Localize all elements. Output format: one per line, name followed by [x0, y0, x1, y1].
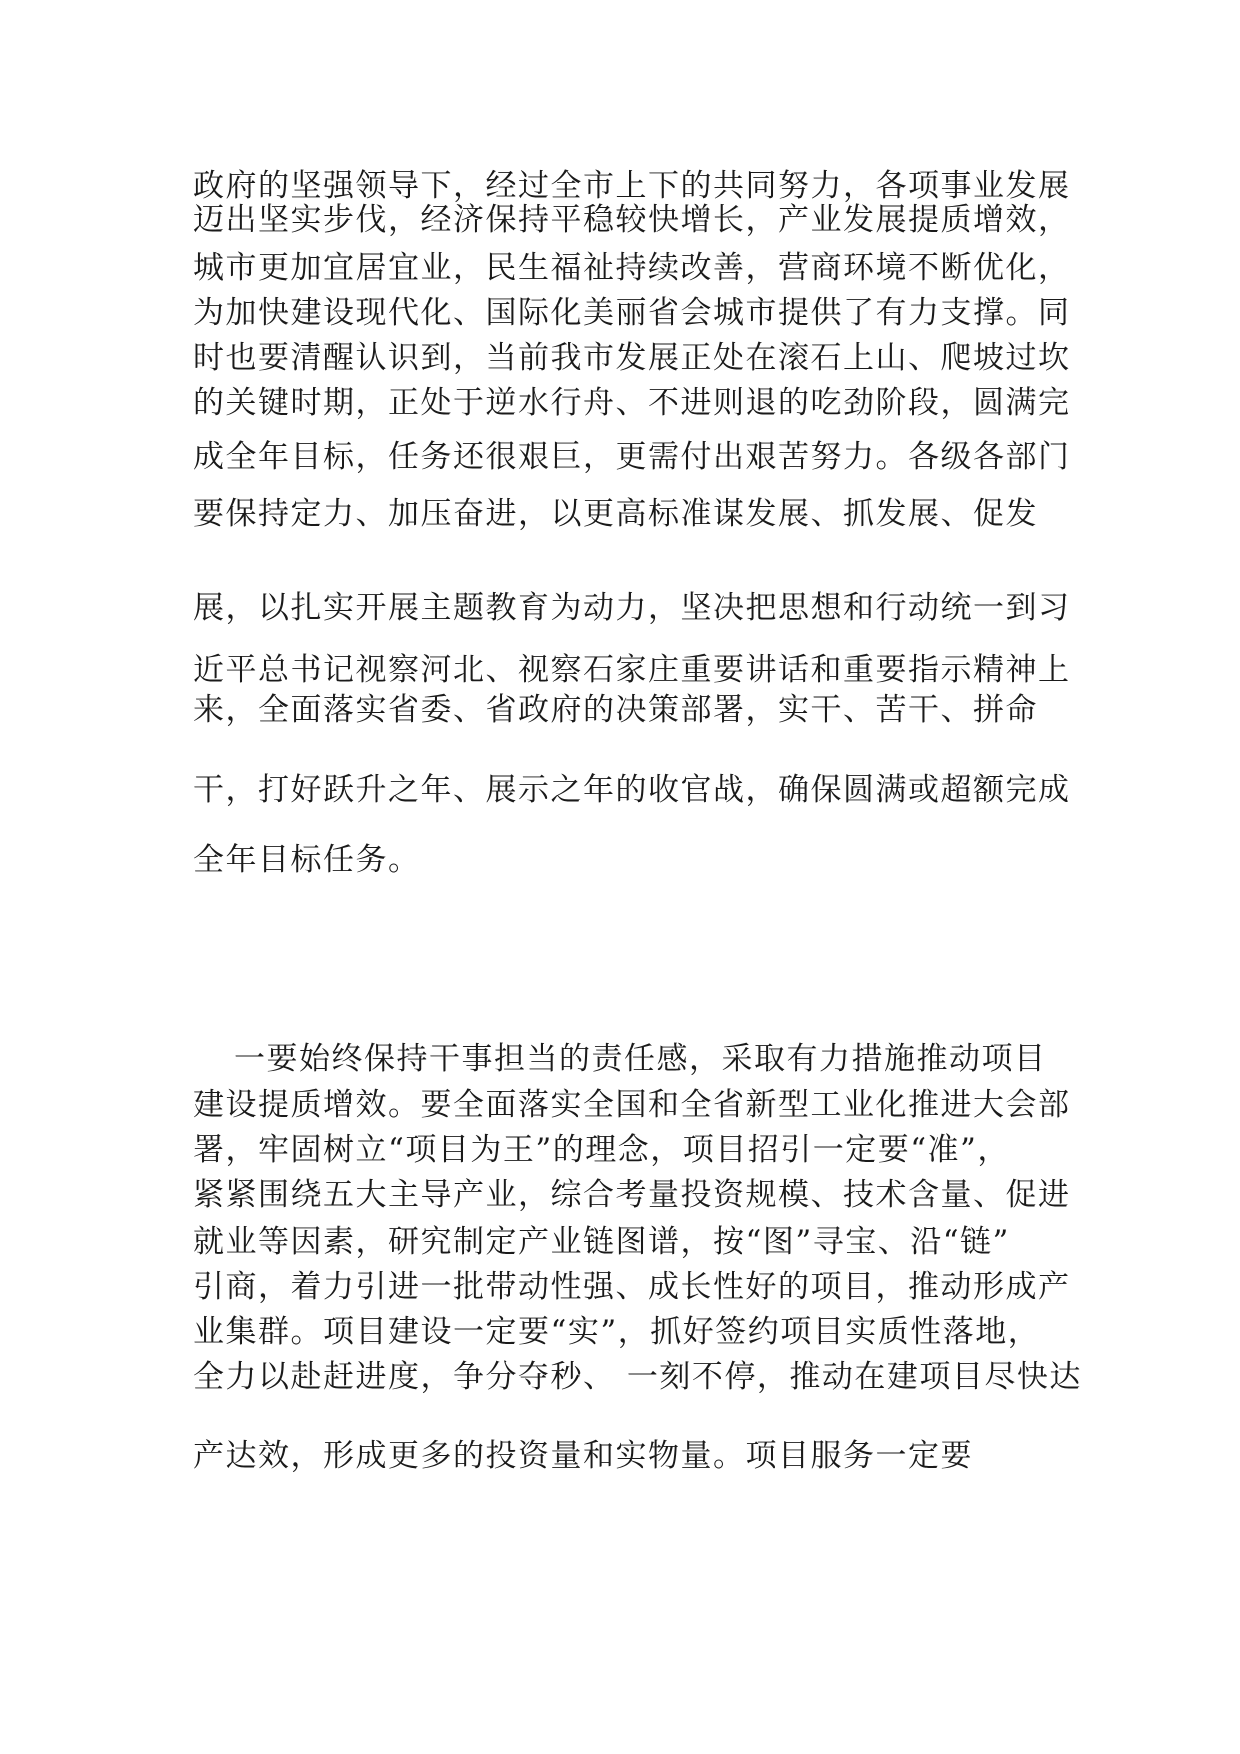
- paragraph-1-line-6: 的关键时期，正处于逆水行舟、不进则退的吃劲阶段，圆满完: [193, 385, 1071, 421]
- paragraph-1-line-11: 来，全面落实省委、省政府的决策部署，实干、苦干、拼命: [193, 692, 1038, 728]
- paragraph-1-line-9: 展，以扎实开展主题教育为动力，坚决把思想和行动统一到习: [193, 590, 1071, 626]
- paragraph-1-line-7: 成全年目标，任务还很艰巨，更需付出艰苦努力。各级各部门: [193, 439, 1071, 475]
- paragraph-1-line-13: 全年目标任务。: [193, 842, 421, 878]
- paragraph-1-line-2: 迈出坚实步伐，经济保持平稳较快增长，产业发展提质增效，: [193, 202, 1071, 238]
- paragraph-1-line-3: 城市更加宜居宜业，民生福祉持续改善，营商环境不断优化，: [193, 250, 1071, 286]
- paragraph-1-line-4: 为加快建设现代化、国际化美丽省会城市提供了有力支撑。同: [193, 295, 1071, 331]
- paragraph-2-line-1: 一要始终保持干事担当的责任感，采取有力措施推动项目: [234, 1041, 1047, 1077]
- paragraph-2-line-7: 业集群。项目建设一定要“实”，抓好签约项目实质性落地，: [193, 1314, 1041, 1350]
- paragraph-2-line-9: 产达效，形成更多的投资量和实物量。项目服务一定要: [193, 1438, 973, 1474]
- paragraph-2-line-3: 署，牢固树立“项目为王”的理念，项目招引一定要“准”，: [193, 1132, 1010, 1168]
- paragraph-1-line-8: 要保持定力、加压奋进，以更高标准谋发展、抓发展、促发: [193, 496, 1038, 532]
- paragraph-2-line-4: 紧紧围绕五大主导产业，综合考量投资规模、技术含量、促进: [193, 1177, 1071, 1213]
- paragraph-2-line-2: 建设提质增效。要全面落实全国和全省新型工业化推进大会部: [193, 1087, 1071, 1123]
- paragraph-1-line-1: 政府的坚强领导下，经过全市上下的共同努力，各项事业发展: [193, 168, 1071, 204]
- paragraph-2-line-8: 全力以赴赶进度，争分夺秒、 一刻不停，推动在建项目尽快达: [193, 1359, 1082, 1395]
- paragraph-2-line-6: 引商，着力引进一批带动性强、成长性好的项目，推动形成产: [193, 1269, 1071, 1305]
- paragraph-2-line-5: 就业等因素，研究制定产业链图谱，按“图”寻宝、沿“链”: [193, 1224, 1010, 1260]
- paragraph-1-line-5: 时也要清醒认识到，当前我市发展正处在滚石上山、爬坡过坎: [193, 340, 1071, 376]
- paragraph-1-line-10: 近平总书记视察河北、视察石家庄重要讲话和重要指示精神上: [193, 652, 1071, 688]
- paragraph-1-line-12: 干，打好跃升之年、展示之年的收官战，确保圆满或超额完成: [193, 772, 1071, 808]
